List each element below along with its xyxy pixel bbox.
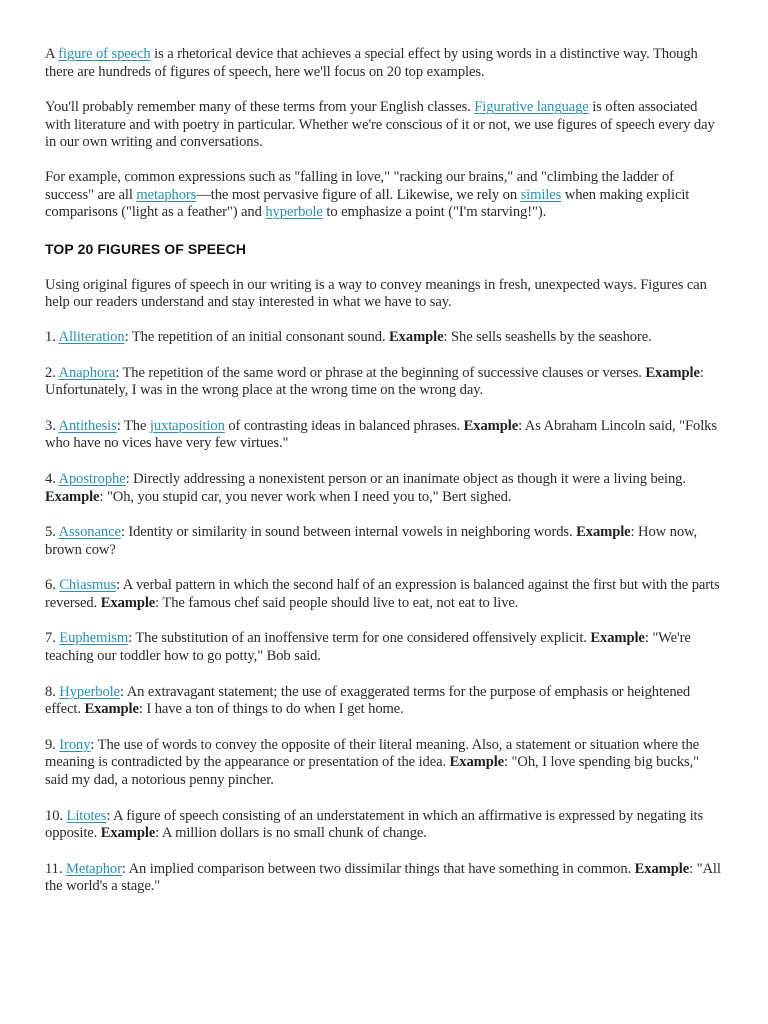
- example-label: Example: [576, 524, 631, 541]
- item-number: 11.: [45, 860, 66, 877]
- list-item-chiasmus: [45, 577, 725, 612]
- intro-text: is often associated with literature and with poetry in particular. Whether we're conscious of it or not, we use figures of speech every day in our own writing and conversations.: [45, 99, 715, 151]
- example-label: Example: [645, 364, 700, 381]
- term-link[interactable]: Alliteration: [58, 328, 125, 345]
- term-link[interactable]: Apostrophe: [58, 470, 126, 487]
- item-example: : How now, brown cow?: [45, 524, 698, 558]
- term-link[interactable]: Metaphor: [65, 860, 122, 877]
- item-definition: of contrasting ideas in balanced phrases.: [224, 417, 464, 434]
- intro-paragraph-3: [45, 169, 725, 222]
- intro-text: You'll probably remember many of these terms from your English classes.: [45, 99, 475, 116]
- item-number: 4.: [45, 470, 59, 487]
- item-number: 7.: [45, 630, 60, 647]
- list-item-euphemism: [45, 630, 725, 665]
- item-number: 1.: [45, 328, 59, 345]
- example-label: Example: [463, 417, 519, 434]
- term-link[interactable]: Litotes: [66, 807, 107, 824]
- item-example: : I have a ton of things to do when I get home.: [138, 701, 404, 718]
- term-link[interactable]: Chiasmus: [59, 577, 117, 594]
- item-definition: : Identity or similarity in sound between internal vowels in neighboring words.: [120, 524, 577, 541]
- term-link[interactable]: Antithesis: [58, 417, 117, 434]
- figure-of-speech-link[interactable]: figure of speech: [58, 46, 151, 62]
- item-example: : "All the world's a stage.": [45, 860, 721, 895]
- intro-text: —the most pervasive figure of all. Likewise, we rely on: [196, 186, 521, 203]
- list-item-assonance: [45, 524, 725, 559]
- juxtaposition-link[interactable]: juxtaposition: [149, 417, 225, 434]
- item-example: : As Abraham Lincoln said, "Folks who have no vices have very few virtues.": [45, 417, 717, 452]
- list-item-metaphor: [45, 861, 725, 896]
- item-example: : "Oh, you stupid car, you never work when I need you to," Bert sighed.: [99, 488, 512, 505]
- list-item-alliteration: [45, 329, 725, 347]
- list-item-apostrophe: [45, 471, 725, 506]
- term-link[interactable]: Assonance: [58, 524, 121, 541]
- item-definition: : The substitution of an inoffensive term for one considered offensively explicit.: [128, 630, 591, 647]
- item-example: : "We're teaching our toddler how to go potty," Bob said.: [45, 630, 691, 665]
- item-definition: : The: [116, 417, 150, 434]
- item-definition: : The use of words to convey the opposite of their literal meaning. Also, a statement or situation where the meaning is contradicted by the appearance or presentation of the idea.: [45, 736, 700, 771]
- item-definition: : An implied comparison between two dissimilar things that have something in common.: [121, 860, 635, 877]
- article-body: [45, 46, 725, 914]
- intro-text: For example, common expressions such as "falling in love," "racking our brains," and "climbing the ladder of success" are all: [45, 168, 674, 203]
- term-link[interactable]: Hyperbole: [59, 683, 120, 700]
- example-label: Example: [449, 754, 505, 771]
- intro-text: when making explicit comparisons ("light as a feather") and: [45, 186, 690, 221]
- item-definition: : The repetition of the same word or phrase at the beginning of successive clauses or verses.: [115, 364, 646, 381]
- figurative-language-link[interactable]: Figurative language: [474, 99, 589, 116]
- item-definition: : A figure of speech consisting of an understatement in which an affirmative is expressed by negating its opposite.: [45, 807, 704, 842]
- item-definition: : Directly addressing a nonexistent person or an inanimate object as though it were a living being.: [125, 470, 686, 487]
- item-definition: : An extravagant statement; the use of exaggerated terms for the purpose of emphasis or heightened effect.: [45, 683, 691, 718]
- term-link[interactable]: Irony: [59, 736, 91, 753]
- item-number: 8.: [45, 683, 60, 700]
- example-label: Example: [45, 488, 100, 505]
- example-label: Example: [590, 630, 645, 647]
- item-number: 2.: [45, 364, 59, 381]
- intro-paragraph-1: [45, 46, 725, 81]
- item-number: 10.: [45, 807, 67, 824]
- example-label: Example: [100, 825, 156, 842]
- item-definition: : The repetition of an initial consonant sound.: [124, 328, 390, 345]
- example-label: Example: [389, 328, 444, 345]
- term-link[interactable]: Anaphora: [58, 364, 116, 381]
- item-number: 6.: [45, 577, 60, 594]
- intro-text: to emphasize a point ("I'm starving!").: [322, 204, 547, 221]
- item-number: 3.: [45, 417, 59, 434]
- example-label: Example: [84, 701, 139, 718]
- example-label: Example: [100, 594, 156, 611]
- intro-paragraph-2: [45, 99, 725, 152]
- item-example: : "Oh, I love spending big bucks," said my dad, a notorious penny pincher.: [45, 754, 700, 789]
- intro-text: A: [45, 46, 59, 62]
- item-example: : Unfortunately, I was in the wrong place at the wrong time on the wrong day.: [45, 364, 704, 399]
- similes-link[interactable]: similes: [520, 186, 562, 203]
- list-item-irony: [45, 737, 725, 790]
- metaphors-link[interactable]: metaphors: [136, 186, 197, 203]
- list-item-antithesis: [45, 418, 725, 453]
- item-example: : A million dollars is no small chunk of change.: [155, 825, 427, 842]
- hyperbole-link[interactable]: hyperbole: [265, 204, 323, 221]
- list-item-anaphora: [45, 365, 725, 400]
- example-label: Example: [634, 860, 690, 877]
- lead-paragraph: Using original figures of speech in our writing is a way to convey meanings in fresh, unexpected ways. Figures can help our readers understand and stay interested in what we have to say.: [45, 276, 707, 311]
- item-definition: : A verbal pattern in which the second half of an expression is balanced against the first but with the parts reversed.: [45, 577, 720, 611]
- item-number: 9.: [45, 736, 60, 753]
- list-item-litotes: [45, 808, 725, 843]
- intro-text: is a rhetorical device that achieves a special effect by using words in a distinctive way. Though there are hundreds of figures of speech, here we'll focus on 20 top examples.: [45, 46, 698, 80]
- list-item-hyperbole: [45, 684, 725, 719]
- item-example: : She sells seashells by the seashore.: [443, 328, 652, 345]
- item-number: 5.: [45, 524, 59, 541]
- section-heading: TOP 20 FIGURES OF SPEECH: [45, 240, 247, 257]
- item-example: : The famous chef said people should live to eat, not eat to live.: [155, 594, 519, 611]
- term-link[interactable]: Euphemism: [59, 630, 129, 647]
